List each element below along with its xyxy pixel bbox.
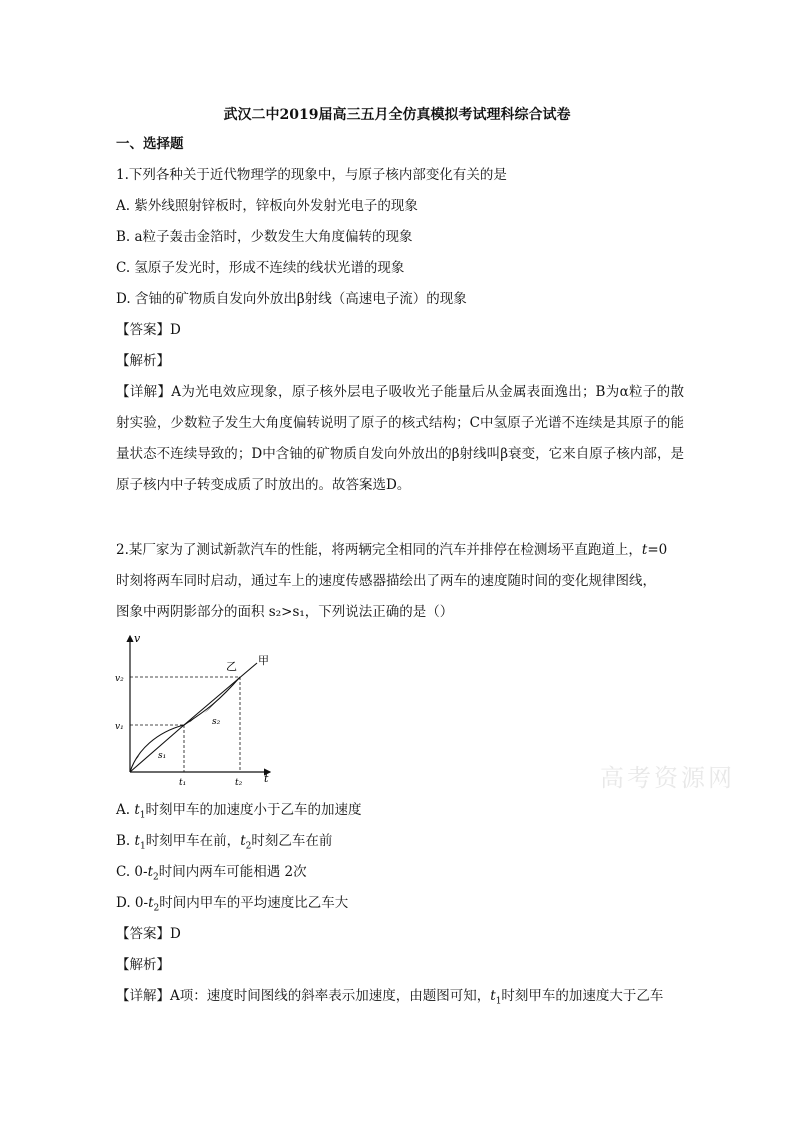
q2-stem-line3: 图象中两阴影部分的面积 s₂>s₁，下列说法正确的是（） — [116, 604, 454, 620]
q1-stem: 1.下列各种关于近代物理学的现象中，与原子核内部变化有关的是 — [116, 167, 507, 183]
label-yi: 乙 — [226, 660, 237, 673]
q2-option-b: B. $t_1$时刻甲车在前，$t_2$时刻乙车在前 — [116, 833, 333, 852]
q1-analysis-label: 【解析】 — [116, 353, 170, 369]
q1-detail: 【详解】A为光电效应现象，原子核外层电子吸收光子能量后从金属表面逸出；B为α粒子的散射实验，少数粒子发生大角度偏转说明了原子的核式结构；C中氢原子光谱不连续是其原子的能量状态不连续导致的；D中含铀的矿物质自发向外放出的β射线叫β衰变，它来自原子核内部，是原子核内中子转变成质了时放出的。故答案选D。 — [116, 384, 684, 493]
q2-option-d: D. $0-t_2$时间内甲车的平均速度比乙车大 — [116, 895, 349, 914]
q2-stem-line2: 时刻将两车同时启动，通过车上的速度传感器描绘出了两车的速度随时间的变化规律图线， — [116, 573, 656, 589]
label-v: v — [134, 632, 141, 645]
exam-title: 武汉二中2019届高三五月全仿真模拟考试理科综合试卷 — [223, 107, 571, 123]
label-t1: t₁ — [179, 778, 187, 788]
label-s1: s₁ — [158, 751, 167, 761]
q1-option-b: B. a粒子轰击金箔时，少数发生大角度偏转的现象 — [116, 229, 413, 245]
label-v2: v₂ — [115, 674, 124, 684]
q2-option-c: C. $0-t_2$时间内两车可能相遇 2次 — [116, 864, 307, 883]
watermark: 高考资源网 — [600, 764, 735, 792]
q1-option-a: A. 紫外线照射锌板时，锌板向外发射光电子的现象 — [116, 198, 418, 214]
q1-answer: 【答案】D — [116, 322, 181, 338]
line-jia — [130, 663, 257, 772]
q1-option-d: D. 含铀的矿物质自发向外放出β射线（高速电子流）的现象 — [116, 291, 467, 307]
q2-option-a: A. $t_1$时刻甲车的加速度小于乙车的加速度 — [116, 802, 362, 821]
label-t2: t₂ — [235, 778, 243, 788]
label-v1: v₁ — [115, 722, 124, 732]
q2-analysis-label: 【解析】 — [116, 957, 170, 973]
section-heading: 一、选择题 — [116, 136, 184, 152]
q1-option-c: C. 氢原子发光时，形成不连续的线状光谱的现象 — [116, 260, 405, 276]
q2-detail: 【详解】A项：速度时间图线的斜率表示加速度，由题图可知，$t_1$时刻甲车的加速度大于乙车 — [116, 988, 664, 1007]
velocity-time-figure — [112, 630, 282, 790]
label-t: t — [264, 772, 269, 785]
q2-stem-line1: 2.某厂家为了测试新款汽车的性能，将两辆完全相同的汽车并排停在检测场平直跑道上，t=0 — [116, 542, 668, 558]
label-jia: 甲 — [258, 654, 269, 667]
q2-answer: 【答案】D — [116, 926, 181, 942]
label-s2: s₂ — [212, 717, 221, 727]
